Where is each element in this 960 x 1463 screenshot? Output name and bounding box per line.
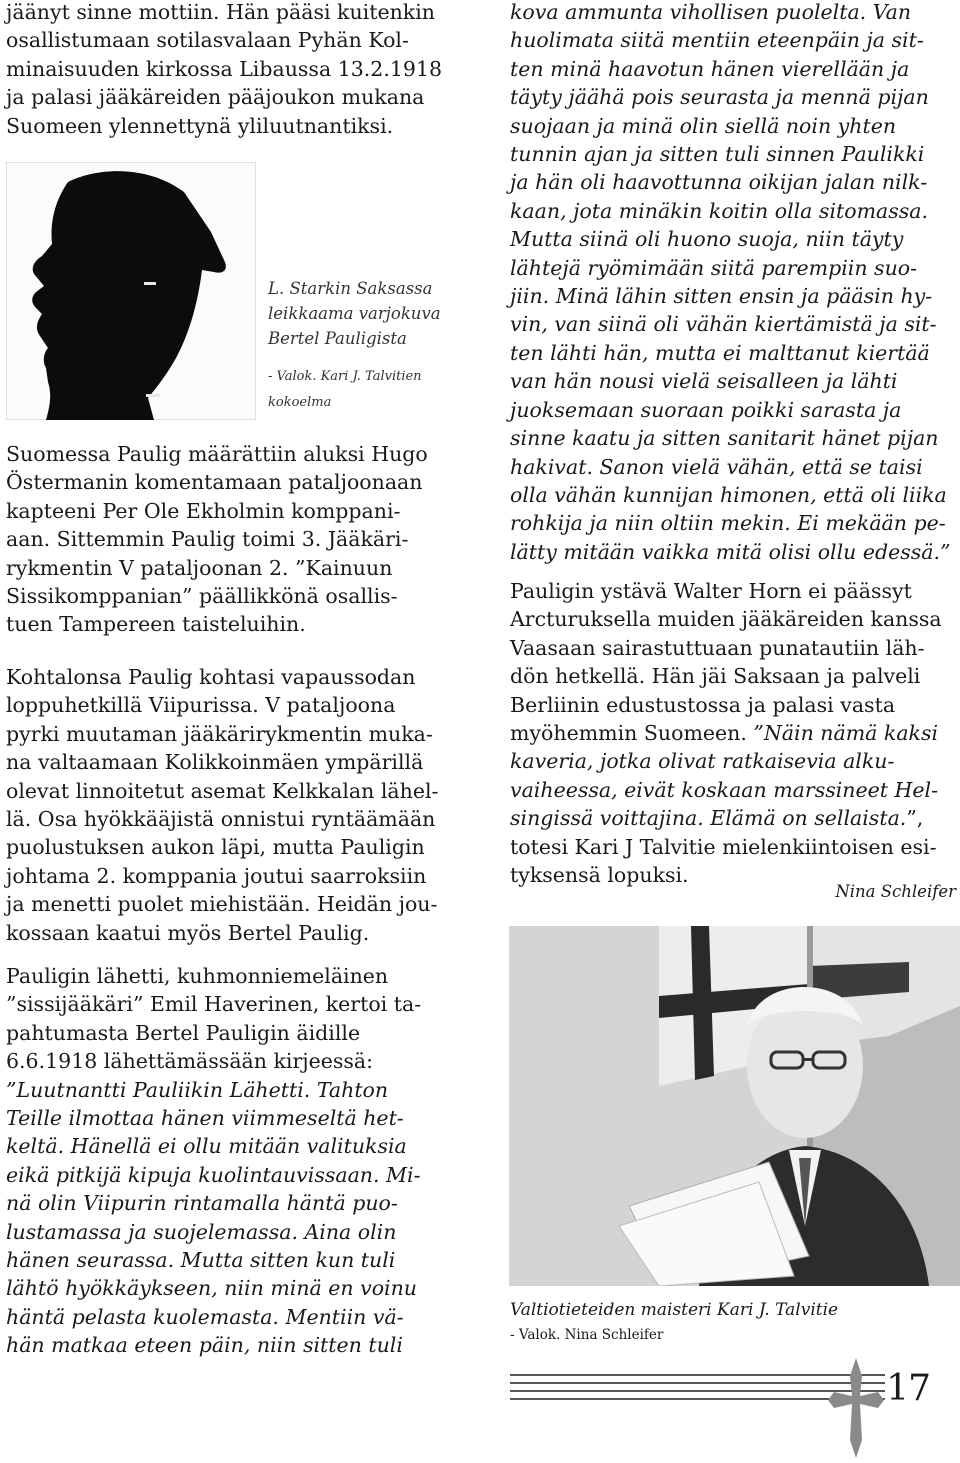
text-line: johtama 2. komppania joutui saarroksiin [6, 863, 427, 888]
text-span: ”, [906, 806, 924, 831]
photo-caption: Valtiotieteiden maisteri Kari J. Talvitie [510, 1300, 839, 1320]
quote-line: ”Luutnantti Pauliikin Lähetti. Tahton [6, 1077, 389, 1102]
text-line: rykmentin V pataljoonan 2. ”Kainuun [6, 555, 393, 580]
text-line: pahtumasta Bertel Pauligin äidille [6, 1020, 361, 1045]
text-line: Pauligin ystävä Walter Horn ei päässyt [510, 579, 912, 603]
quote-line: lähtö hyökkäykseen, niin minä en voinu [6, 1276, 418, 1301]
text-line: puolustuksen aukon läpi, mutta Pauligin [6, 835, 425, 860]
quote-line: kaveria, jotka olivat ratkaisevia alku- [510, 749, 895, 774]
paragraph-horn [510, 577, 958, 889]
silhouette-portrait [6, 162, 256, 420]
credit-line: - Valok. Kari J. Talvitien [268, 369, 422, 384]
quote-span: singissä voittajina. Elämä on sellaista. [510, 806, 907, 831]
text-line: lä. Osa hyökkääjistä onnistui ryntäämään [6, 807, 436, 832]
text-line: na valtaamaan Kolikkoinmäen ympärillä [6, 750, 424, 775]
quote-line: täyty jäähä pois seurasta ja mennä pijan [510, 85, 929, 110]
quote-line: vin, van siinä oli vähän kiertämistä ja sit- [510, 312, 937, 337]
quote-line: juoksemaan suoraan poikki sarasta ja [510, 397, 902, 422]
quote-line: Teille ilmottaa hänen viimmeseltä het- [6, 1106, 404, 1131]
text-line: kossaan kaatui myös Bertel Paulig. [6, 920, 370, 945]
quote-line: lähtejä ryömimään siitä parempiin suo- [510, 255, 918, 280]
quote-line: kaan, jota minäkin koitin olla sitomassa. [510, 198, 929, 223]
quote-line: lustamassa ja suojelemassa. Aina olin [6, 1219, 397, 1244]
text-line: jäänyt sinne mottiin. Hän pääsi kuitenkin [6, 0, 435, 24]
quote-line: ja hän oli haavottunna oikijan jalan nilk- [510, 170, 928, 195]
text-line: tuen Tampereen taisteluihin. [6, 612, 306, 637]
text-line-mixed [510, 719, 958, 747]
paragraph-1 [6, 440, 458, 639]
quote-line: eikä pitkijä kipuja kuolintauvissaan. Mi- [6, 1162, 421, 1187]
silhouette-credit [268, 364, 468, 416]
author-signature: Nina Schleifer [835, 882, 956, 901]
text-line: pyrki muutaman jääkärirykmentin muka- [6, 721, 433, 746]
text-line: aan. Sittemmin Paulig toimi 3. Jääkäri- [6, 527, 409, 552]
quote-line: hakivat. Sanon vielä vähän, että se taisi [510, 454, 923, 479]
quote-line: häntä pelasta kuolemasta. Mentiin vä- [6, 1304, 404, 1329]
paragraph-3 [6, 962, 458, 1360]
quote-line: ten minä haavotun hänen vierellään ja [510, 56, 910, 81]
caption-line: leikkaama varjokuva [268, 304, 441, 323]
quote-span: ”Näin nämä kaksi [753, 721, 939, 746]
page-number: 17 [886, 1368, 930, 1409]
text-line: Suomessa Paulig määrättiin aluksi Hugo [6, 442, 428, 466]
credit-line: kokoelma [268, 395, 332, 410]
quote-line: vaiheessa, eivät koskaan marssineet Hel- [510, 777, 939, 802]
text-line: ”sissijääkäri” Emil Haverinen, kertoi ta- [6, 992, 422, 1017]
quote-line: ten lähti hän, mutta ei malttanut kiertää [510, 340, 930, 365]
text-line: tyksensä lopuksi. [510, 863, 689, 888]
quote-line: hänen seurassa. Mutta sitten kun tuli [6, 1248, 396, 1273]
quote-line: suojaan ja minä olin siellä noin yhten [510, 113, 897, 138]
quote-line: nä olin Viipurin rintamalla häntä puo- [6, 1191, 398, 1216]
text-line: Pauligin lähetti, kuhmonniemeläinen [6, 964, 389, 988]
quote-line: kova ammunta vihollisen puolelta. Van [510, 0, 912, 24]
quote-continuation [510, 0, 958, 566]
quote-line: Mutta siinä oli huono suoja, niin täyty [510, 227, 904, 252]
paragraph-2 [6, 663, 458, 947]
text-line: Arcturuksella muiden jääkäreiden kanssa [510, 607, 942, 632]
text-line: Östermanin komentamaan pataljoonaan [6, 470, 423, 495]
text-line: ja palasi jääkäreiden pääjoukon mukana [6, 85, 425, 110]
intro-paragraph [6, 0, 458, 140]
caption-line: Bertel Pauligista [268, 329, 407, 348]
quote-line: lätty mitään vaikka mitä olisi ollu edessä.” [510, 539, 951, 564]
speaker-photo [509, 926, 960, 1286]
caption-line: L. Starkin Saksassa [268, 279, 433, 298]
text-line: loppuhetkillä Viipurissa. V pataljoona [6, 693, 396, 718]
quote-line: van hän nousi vielä seisalleen ja lähti [510, 369, 898, 394]
silhouette-caption [268, 276, 468, 351]
text-line: Berliinin edustustossa ja palasi vasta [510, 692, 896, 717]
text-line: ja menetti puolet miehistään. Heidän jou- [6, 892, 438, 917]
text-line: 6.6.1918 lähettämässään kirjeessä: [6, 1049, 374, 1074]
text-line: Vaasaan sairastuttuaan punatautiin läh- [510, 635, 925, 660]
quote-line: olla vähän kunnijan himonen, että oli liika [510, 482, 947, 507]
quote-line: keltä. Hänellä ei ollu mitään valituksia [6, 1134, 407, 1159]
quote-line: jiin. Minä lähin sitten ensin ja pääsin hy- [510, 284, 933, 309]
quote-line: tunnin ajan ja sitten tuli sinnen Paulikki [510, 142, 925, 167]
text-span: myöhemmin Suomeen. [510, 721, 754, 746]
cross-emblem-icon [826, 1356, 886, 1460]
quote-line: hän matkaa eteen päin, niin sitten tuli [6, 1333, 403, 1358]
text-line: Suomeen ylennettynä yliluutnantiksi. [6, 113, 394, 138]
quote-line: rohkija ja niin oltiin mekin. Ei mekään pe- [510, 511, 946, 536]
text-line: olevat linnoitetut asemat Kelkkalan lähel- [6, 778, 439, 803]
quote-line: huolimata siitä mentiin eteenpäin ja sit- [510, 28, 924, 53]
text-line-mixed [510, 804, 958, 832]
quote-line: sinne kaatu ja sitten sanitarit hänet pijan [510, 426, 939, 451]
text-line: osallistumaan sotilasvalaan Pyhän Kol- [6, 28, 409, 53]
photo-credit: - Valok. Nina Schleifer [510, 1327, 664, 1343]
text-line: Sissikomppanian” päällikkönä osallis- [6, 584, 398, 609]
text-line: dön hetkellä. Hän jäi Saksaan ja palveli [510, 664, 921, 689]
text-line: Kohtalonsa Paulig kohtasi vapaussodan [6, 665, 416, 689]
text-line: totesi Kari J Talvitie mielenkiintoisen esi- [510, 834, 937, 859]
text-line: kapteeni Per Ole Ekholmin komppani- [6, 498, 401, 523]
text-line: minaisuuden kirkossa Libaussa 13.2.1918 [6, 56, 443, 81]
